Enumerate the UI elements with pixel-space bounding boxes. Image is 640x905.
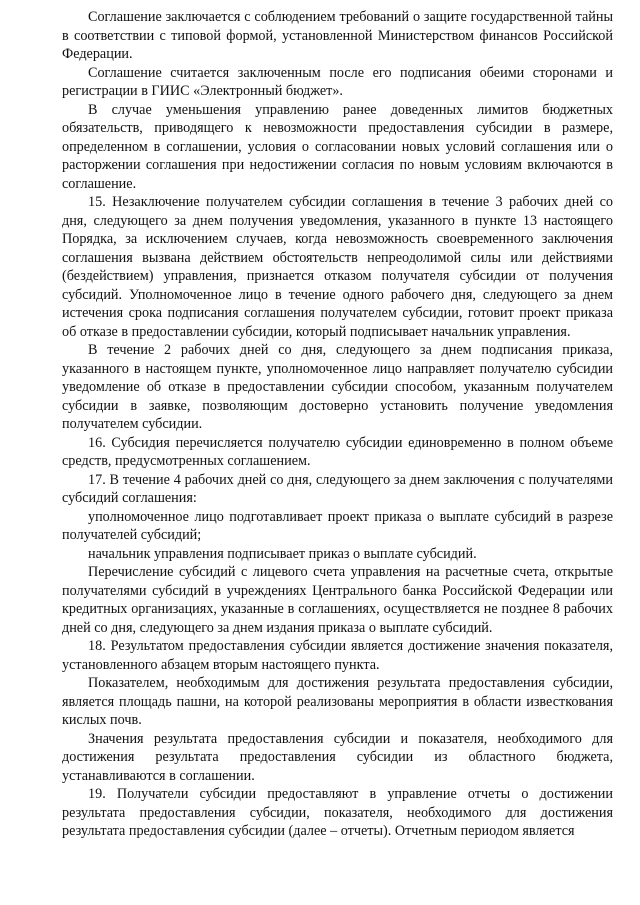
paragraph-order-signing: начальник управления подписывает приказ о выплате субсидий. bbox=[88, 545, 477, 562]
paragraph-draft-order: уполномоченное лицо подготавливает проект приказа о выплате субсидий в разрезе получателей субсидий; bbox=[62, 508, 613, 543]
paragraph-indicator: Показателем, необходимым для достижения результата предоставления субсидии, является площадь пашни, на которой реализованы мероприятия в области известкования кислых почв. bbox=[62, 675, 613, 728]
paragraph-refusal-notice: В течение 2 рабочих дней со дня, следующего за днем подписания приказа, указанного в настоящем пункте, уполномоченное лицо направляет получателю субсидии уведомление об отказе в предоставлении субсидии способом, указанным получателем субсидии в заявке, позволяющим достоверно установить получение уведомления получателем субсидии. bbox=[62, 342, 613, 432]
paragraph-agreement-secrecy: Соглашение заключается с соблюдением требований о защите государственной тайны в соответствии с типовой формой, установленной Министерством финансов Российской Федерации. bbox=[62, 9, 613, 62]
paragraph-item-18: 18. Результатом предоставления субсидии является достижение значения показателя, установленного абзацем вторым настоящего пункта. bbox=[62, 638, 613, 673]
paragraph-item-15: 15. Незаключение получателем субсидии соглашения в течение 3 рабочих дней со дня, следующего за днем получения уведомления, указанного в пункте 13 настоящего Порядка, за исключением случаев, когда невозможность своевременного заключения соглашения вызвана действием обстоятельств непреодолимой силы или действиями (бездействием) управления, признается отказом получателя субсидии от получения субсидий. Уполномоченное лицо в течение одного рабочего дня, следующего за днем истечения срока подписания соглашения получателем субсидии, готовит проект приказа об отказе в предоставлении субсидии, который подписывает начальник управления. bbox=[62, 194, 613, 340]
paragraph-values: Значения результата предоставления субсидии и показателя, необходимого для достижения результата предоставления субсидии из областного бюджета, устанавливаются в соглашении. bbox=[62, 730, 613, 784]
paragraph-item-17: 17. В течение 4 рабочих дней со дня, следующего за днем заключения с получателями субсидий соглашения: bbox=[62, 471, 613, 506]
paragraph-agreement-signing: Соглашение считается заключенным после его подписания обеими сторонами и регистрации в ГИИС «Электронный бюджет». bbox=[62, 64, 613, 99]
paragraph-limits-reduction: В случае уменьшения управлению ранее доведенных лимитов бюджетных обязательств, приводящего к невозможности предоставления субсидии в размере, определенном в соглашении, условия о согласовании новых условий соглашения или о расторжении соглашения при недостижении согласия по новым условиям включаются в соглашение. bbox=[62, 101, 613, 192]
paragraph-item-19: 19. Получатели субсидии предоставляют в управление отчеты о достижении результата предоставления субсидии, показателя, необходимого для достижения результата предоставления субсидии (далее – отчеты). Отчетным периодом является bbox=[62, 786, 613, 839]
paragraph-item-16: 16. Субсидия перечисляется получателю субсидии единовременно в полном объеме средств, предусмотренных соглашением. bbox=[62, 434, 613, 469]
paragraph-transfer: Перечисление субсидий с лицевого счета управления на расчетные счета, открытые получателями субсидий в учреждениях Центрального банка Российской Федерации или кредитных организациях, указанные в соглашениях, осуществляется не позднее 8 рабочих дней со дня, следующего за днем издания приказа о выплате субсидий. bbox=[62, 564, 613, 636]
